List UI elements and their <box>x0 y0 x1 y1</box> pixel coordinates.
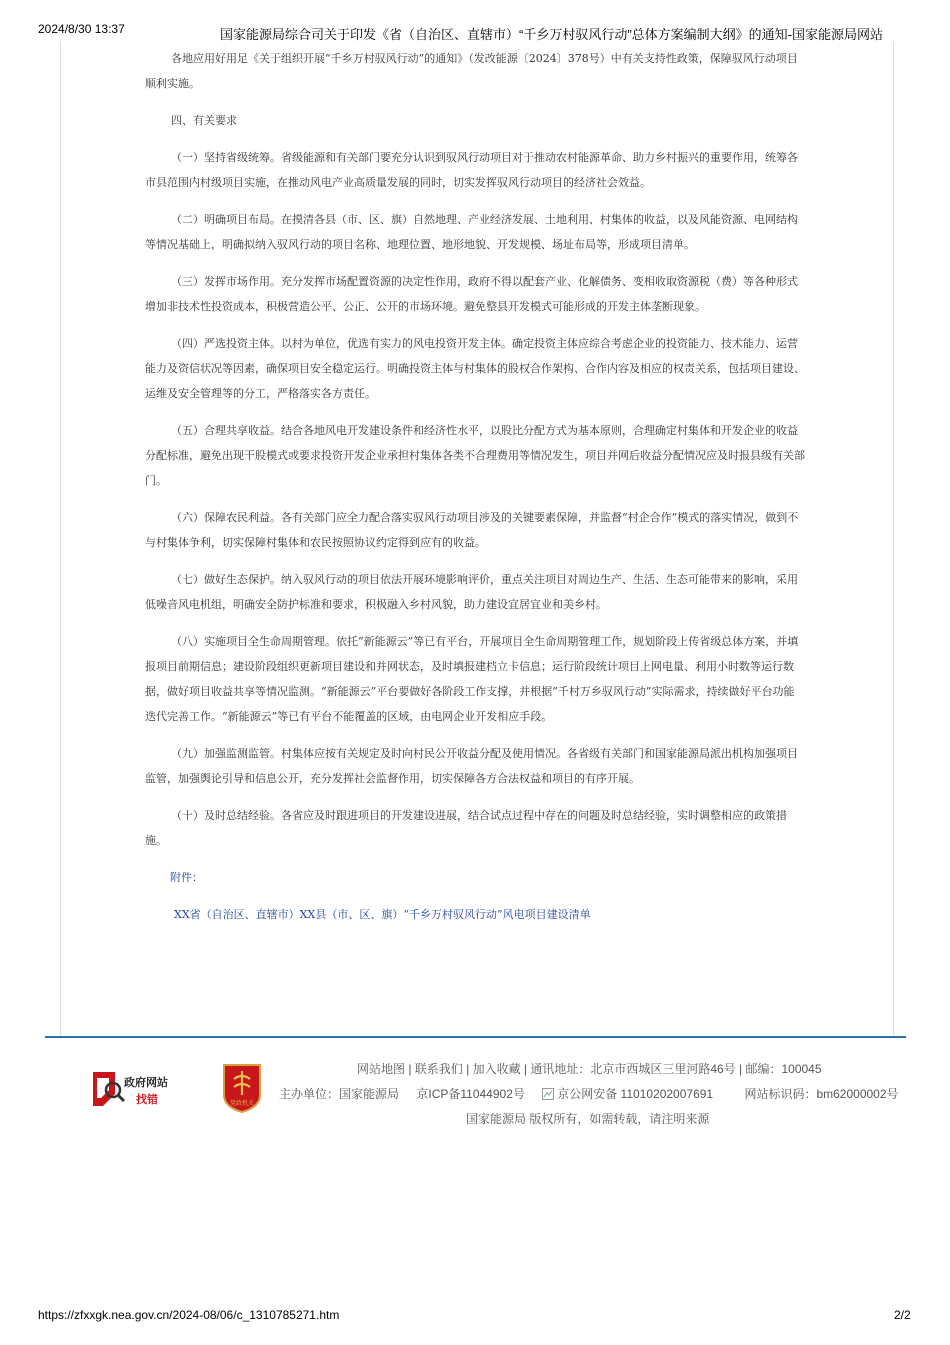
paragraph: （九）加强监测监管。村集体应按有关规定及时向村民公开收益分配及使用情况。各省级有关部门和国家能源局派出机构加强项目监管，加强舆论引导和信息公开，充分发挥社会监督作用，切实保障各方合法权益和项目的有序开展。 <box>145 747 798 785</box>
paragraph: 各地应用好用足《关于组织开展“千乡万村驭风行动”的通知》（发改能源〔2024〕378号）中有关支持性政策，保障驭风行动项目顺利实施。 <box>145 52 798 90</box>
police-record[interactable] <box>542 1087 727 1101</box>
print-header <box>0 22 950 42</box>
attachment-label: 附件： <box>170 871 203 884</box>
paragraph: （五）合理共享收益。结合各地风电开发建设条件和经济性水平，以股比分配方式为基本原则，合理确定村集体和开发企业的收益分配标准，避免出现干股模式或要求投资开发企业承担村集体各类不合理费用等情况发生，项目并网后收益分配情况应及时报县级有关部门。 <box>145 424 805 487</box>
footer-divider <box>45 1036 906 1038</box>
find-error-logo-icon <box>93 1070 183 1108</box>
paragraph: （十）及时总结经验。各省应及时跟进项目的开发建设进展，结合试点过程中存在的问题及时总结经验，实时调整相应的政策措施。 <box>145 809 787 847</box>
paragraph: （四）严选投资主体。以村为单位，优选有实力的风电投资开发主体。确定投资主体应综合考虑企业的投资能力、技术能力、运营能力及资信状况等因素，确保项目安全稳定运行。明确投资主体与村集体的股权合作架构、合作内容及相应的权责关系，包括项目建设、运维及安全管理等的分工，严格落实各方责任。 <box>145 337 805 400</box>
police-record-text: 京公网安备 11010202007691 <box>557 1087 714 1101</box>
find-error-line1: 政府网站 <box>124 1076 168 1089</box>
paragraph: （一）坚持省级统筹。省级能源和有关部门要充分认识到驭风行动项目对于推动农村能源革命、助力乡村振兴的重要作用，统筹各市县范围内村级项目实施，在推动风电产业高质量发展的同时，切实发挥驭风行动项目的经济社会效益。 <box>145 151 798 189</box>
attachment-link[interactable]: XX省（自治区、直辖市）XX县（市、区、旗）“千乡万村驭风行动”风电项目建设清单 <box>174 908 591 921</box>
footer-copyright: 国家能源局 版权所有，如需转载，请注明来源 <box>466 1112 710 1126</box>
paragraph: （二）明确项目布局。在摸清各县（市、区、旗）自然地理、产业经济发展、土地利用、村集体的收益，以及风能资源、电网结构等情况基础上，明确拟纳入驭风行动的项目名称、地理位置、地形地貌、开发规模、场址布局等，形成项目清单。 <box>145 213 798 251</box>
print-page-title: 国家能源局综合司关于印发《省（自治区、直辖市）“千乡万村驭风行动”总体方案编制大纲》的通知-国家能源局网站 <box>220 27 883 42</box>
party-gov-label: 党政机关 <box>229 1100 255 1107</box>
party-gov-emblem-icon <box>220 1061 264 1113</box>
find-error-line2: 找错 <box>136 1093 158 1106</box>
print-page-number: 2/2 <box>894 1308 911 1322</box>
find-error-badge[interactable] <box>93 1070 183 1108</box>
print-datetime: 2024/8/30 13:37 <box>38 22 125 36</box>
party-gov-badge[interactable] <box>220 1061 264 1113</box>
paragraph: （七）做好生态保护。纳入驭风行动的项目依法开展环境影响评价，重点关注项目对周边生产、生活、生态可能带来的影响，采用低噪音风电机组，明确安全防护标准和要求，积极融入乡村风貌，助力建设宜居宜业和美乡村。 <box>145 573 798 611</box>
sponsor-text: 主办单位：国家能源局 <box>279 1087 400 1101</box>
footer-registration <box>279 1085 913 1102</box>
paragraph: （六）保障农民利益。各有关部门应全力配合落实驭风行动项目涉及的关键要素保障，并监督“村企合作”模式的落实情况，做到不与村集体争利，切实保障村集体和农民按照协议约定得到应有的收益。 <box>145 511 799 549</box>
article-body <box>145 46 805 927</box>
footer-links[interactable]: 网站地图 | 联系我们 | 加入收藏 | 通讯地址：北京市西城区三里河路46号 | 邮编：100045 <box>357 1062 822 1076</box>
paragraph: （八）实施项目全生命周期管理。依托“新能源云”等已有平台，开展项目全生命周期管理工作，规划阶段上传省级总体方案，并填报项目前期信息；建设阶段组织更新项目建设和并网状态，及时填报建档立卡信息；运行阶段统计项目上网电量、利用小时数等运行数据，做好项目收益共享等情况监测。“新能源云”平台要做好各阶段工作支撑，并根据“千村万乡驭风行动”实际需求，持续做好平台功能迭代完善工作。“新能源云”等已有平台不能覆盖的区域，由电网企业开发相应手段。 <box>145 635 799 723</box>
icp-link[interactable]: 京ICP备11044902号 <box>416 1087 525 1101</box>
section-heading: 四、有关要求 <box>171 114 237 127</box>
print-url: https://zfxxgk.nea.gov.cn/2024-08/06/c_1310785271.htm <box>38 1308 340 1322</box>
site-id: 网站标识码：bm62000002号 <box>744 1087 899 1101</box>
paragraph: （三）发挥市场作用。充分发挥市场配置资源的决定性作用，政府不得以配套产业、化解债务、变相收取资源税（费）等各种形式增加非技术性投资成本，积极营造公平、公正、公开的市场环境。避免整县开发模式可能形成的开发主体垄断现象。 <box>145 275 798 313</box>
broken-image-icon <box>542 1088 554 1100</box>
